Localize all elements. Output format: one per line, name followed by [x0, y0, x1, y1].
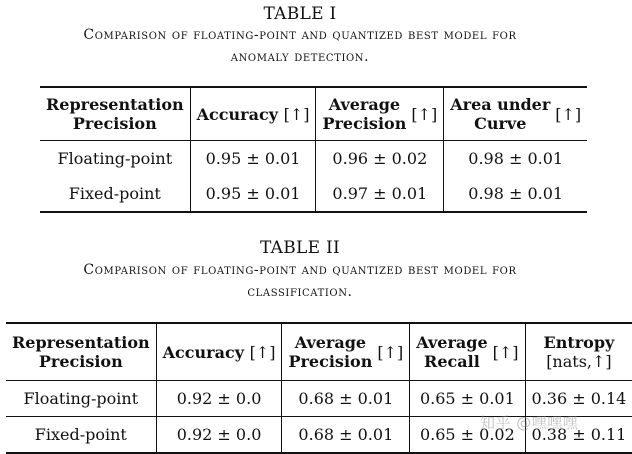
table2-header-row: [6, 323, 632, 381]
table1-cell-auc: 0.98 ± 0.01: [444, 141, 587, 177]
table1-caption-line2: anomaly detection.: [230, 49, 370, 65]
table2-header-representation: Representation Precision: [6, 323, 156, 381]
table1-header-auc: Area under Curve [↑]: [444, 87, 587, 141]
table1-cell-name: Floating-point: [40, 141, 190, 177]
table1-row-fixed: [40, 176, 587, 212]
table2: [6, 322, 632, 454]
table2-cell-average-recall: 0.65 ± 0.02: [410, 417, 525, 454]
watermark: 知乎 @嘿嘿嘿: [480, 414, 579, 432]
table2-cell-average-recall: 0.65 ± 0.01: [410, 381, 525, 417]
table1-cell-accuracy: 0.95 ± 0.01: [190, 141, 316, 177]
table2-cell-accuracy: 0.92 ± 0.0: [156, 417, 282, 454]
table2-header-accuracy: Accuracy [↑]: [156, 323, 282, 381]
table2-header-entropy: Entropy [nats,↑]: [525, 323, 632, 381]
table2-header-average-recall: Average Recall [↑]: [410, 323, 525, 381]
table1-header-average-precision: Average Precision [↑]: [316, 87, 444, 141]
table2-cell-accuracy: 0.92 ± 0.0: [156, 381, 282, 417]
table2-cell-entropy: 0.36 ± 0.14: [525, 381, 632, 417]
table1-header-representation: Representation Precision: [40, 87, 190, 141]
table1-cell-accuracy: 0.95 ± 0.01: [190, 176, 316, 212]
table1-row-floating: [40, 141, 587, 177]
table1-title: TABLE I: [263, 4, 337, 24]
table1-cell-average-precision: 0.97 ± 0.01: [316, 176, 444, 212]
table1: [40, 86, 587, 213]
table2-cell-name: Fixed-point: [6, 417, 156, 454]
table1-cell-name: Fixed-point: [40, 176, 190, 212]
table2-caption-line1: Comparison of floating-point and quantized best model for: [83, 262, 517, 278]
table1-header-accuracy: Accuracy [↑]: [190, 87, 316, 141]
table1-cell-auc: 0.98 ± 0.01: [444, 176, 587, 212]
table1-caption-line1: Comparison of floating-point and quantized best model for: [83, 27, 517, 43]
table2-cell-average-precision: 0.68 ± 0.01: [282, 381, 410, 417]
table1-cell-average-precision: 0.96 ± 0.02: [316, 141, 444, 177]
table1-header-row: [40, 87, 587, 141]
table2-cell-name: Floating-point: [6, 381, 156, 417]
table2-header-average-precision: Average Precision [↑]: [282, 323, 410, 381]
table2-caption-line2: classification.: [247, 284, 353, 300]
table2-cell-average-precision: 0.68 ± 0.01: [282, 417, 410, 454]
table2-title: TABLE II: [259, 238, 341, 258]
table2-cell-entropy: 0.38 ± 0.11: [525, 417, 632, 454]
